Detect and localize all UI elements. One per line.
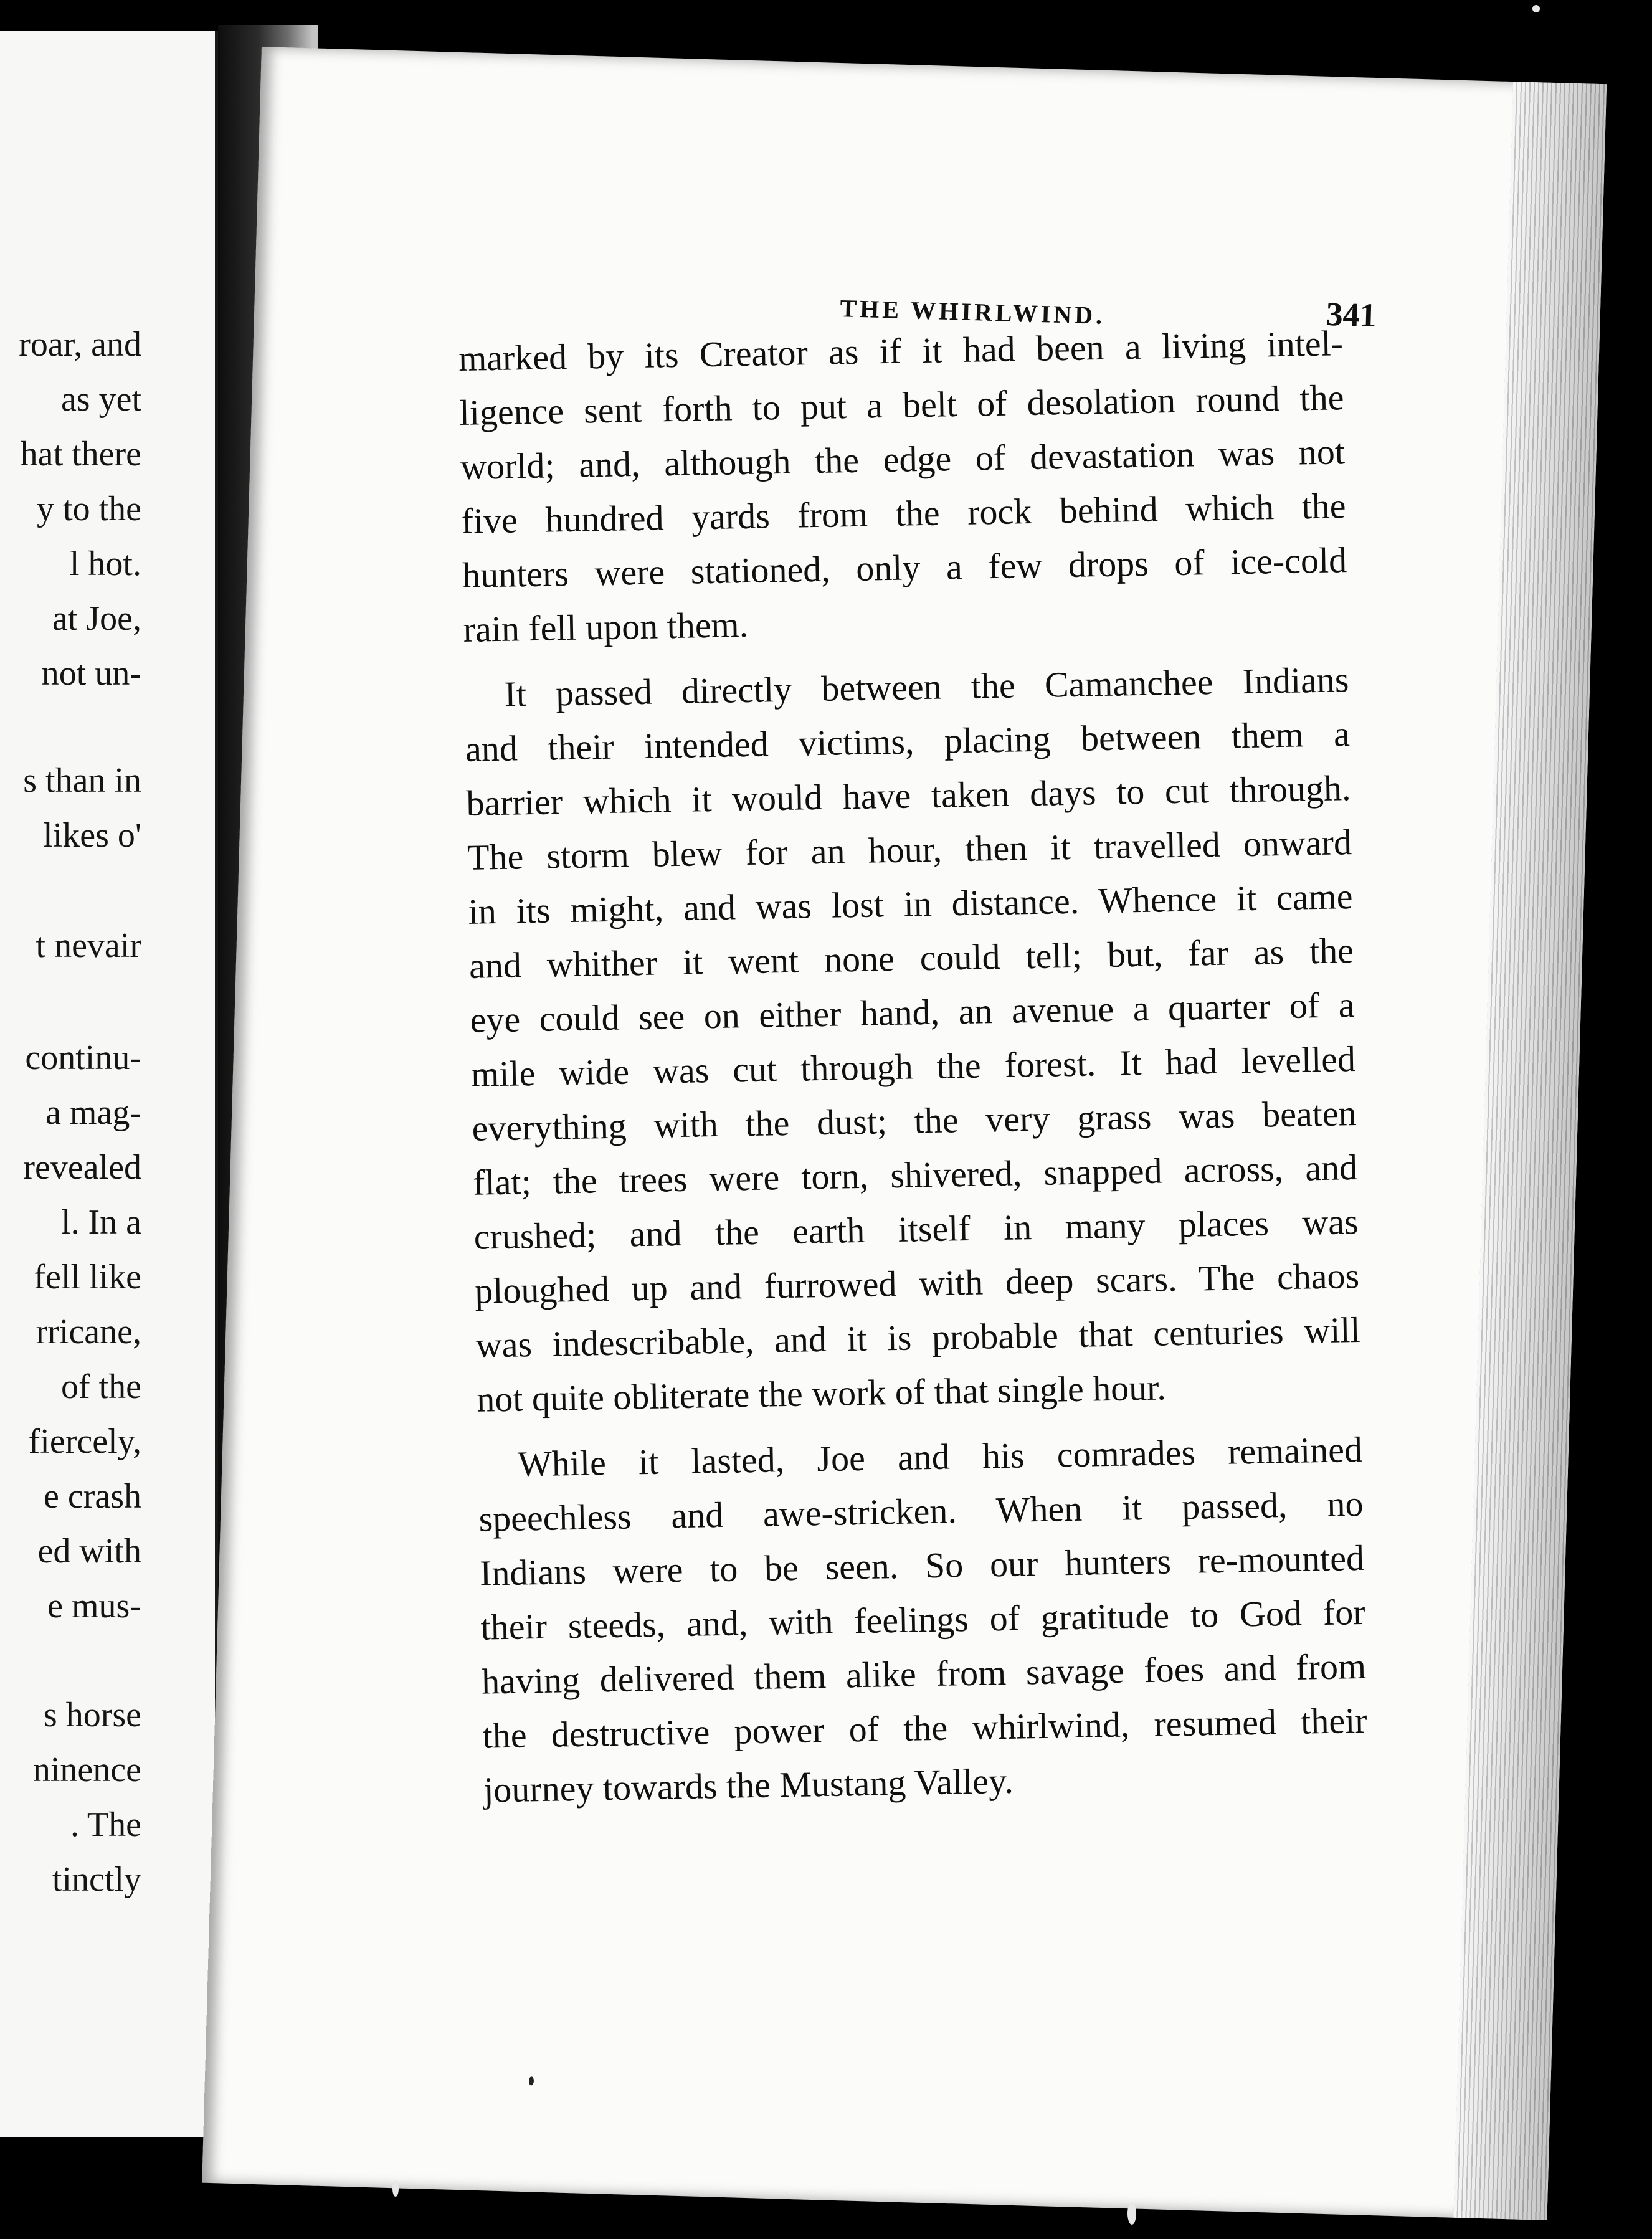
text-line: the destructive power of the whirlwind, resumed their	[482, 1699, 1368, 1756]
text-line: and whither it went none could tell; but, far as the	[468, 930, 1354, 986]
text-line: ploughed up and furrowed with deep scars. The chaos	[474, 1255, 1360, 1311]
text-line: having delivered them alike from savage foes and from	[481, 1645, 1367, 1702]
text-line: journey towards the Mustang Valley.	[483, 1760, 1014, 1810]
previous-page-line: hat there	[20, 435, 141, 473]
text-line: flat; the trees were torn, shivered, snapped across, and	[472, 1146, 1358, 1203]
text-line: eye could see on either hand, an avenue a quarter of a	[470, 984, 1355, 1040]
text-line: The storm blew for an hour, then it travelled onward	[467, 822, 1352, 878]
previous-page-line: at Joe,	[52, 599, 141, 638]
previous-page-line: a mag-	[45, 1093, 141, 1132]
previous-page-line: ninence	[32, 1751, 141, 1789]
scan-speck	[1532, 5, 1540, 12]
text-line: It passed directly between the Camanchee Indians	[503, 659, 1349, 715]
previous-page-line: e crash	[43, 1477, 141, 1516]
text-line: mile wide was cut through the forest. It had levelled	[470, 1039, 1356, 1095]
previous-page-line: fiercely,	[28, 1422, 141, 1461]
page-edges	[1453, 82, 1607, 2220]
scan-speck	[1127, 2202, 1136, 2225]
previous-page-line: fell like	[34, 1258, 141, 1296]
previous-page-line: . The	[70, 1805, 141, 1844]
previous-page-line: continu-	[25, 1039, 141, 1077]
previous-page-line: y to the	[37, 490, 141, 528]
previous-page-line: s horse	[43, 1696, 141, 1734]
current-page	[202, 47, 1607, 2220]
paragraph	[464, 652, 1362, 1427]
previous-page-line: not un-	[41, 654, 141, 693]
previous-page-line: as yet	[60, 380, 141, 419]
running-head: THE WHIRLWIND.	[840, 294, 1106, 330]
page-number: 341	[1325, 295, 1377, 335]
paragraph	[458, 316, 1348, 657]
text-line: in its might, and was lost in distance. Whence it came	[468, 876, 1353, 932]
previous-page-line: s than in	[23, 761, 141, 800]
text-line: world; and, although the edge of devastation was not	[460, 431, 1346, 487]
previous-page-line: e mus-	[47, 1587, 141, 1625]
text-line: their steeds, and, with feelings of gratitude to God for	[480, 1591, 1366, 1648]
previous-page-line: rricane,	[36, 1313, 141, 1351]
text-line: and their intended victims, placing between them a	[465, 713, 1351, 769]
ink-mark	[529, 2076, 534, 2085]
text-line: crushed; and the earth itself in many places was	[473, 1200, 1359, 1257]
previous-page-line: of the	[60, 1367, 141, 1406]
previous-page-line: roar, and	[19, 325, 141, 364]
text-line: speechless and awe-stricken. When it passed, no	[478, 1483, 1364, 1539]
previous-page-line: likes o'	[43, 816, 141, 855]
text-line: everything with the dust; the very grass was beaten	[472, 1093, 1357, 1149]
text-line: Indians were to be seen. So our hunters re-mounted	[479, 1537, 1365, 1594]
text-line: hunters were stationed, only a few drops of ice-cold	[462, 540, 1347, 596]
text-line: was indescribable, and it is probable that centuries will	[475, 1309, 1361, 1366]
text-line: marked by its Creator as if it had been a living intel-	[458, 323, 1344, 379]
text-line: barrier which it would have taken days to cut through.	[466, 768, 1351, 824]
paragraph	[477, 1422, 1368, 1817]
body-text	[458, 316, 1368, 1817]
previous-page	[0, 31, 220, 2137]
text-line: five hundred yards from the rock behind which the	[461, 485, 1347, 541]
text-line: ligence sent forth to put a belt of desolation round the	[459, 377, 1344, 433]
previous-page-line: l hot.	[69, 544, 141, 583]
previous-page-line: ed with	[37, 1532, 141, 1571]
text-line: not quite obliterate the work of that single hour.	[476, 1367, 1167, 1420]
previous-page-line: t nevair	[36, 926, 141, 965]
text-line: rain fell upon them.	[463, 604, 749, 650]
previous-page-line: tinctly	[52, 1860, 141, 1899]
previous-page-line: revealed	[23, 1148, 141, 1187]
text-line: While it lasted, Joe and his comrades remained	[517, 1428, 1363, 1485]
scan-speck	[392, 2180, 399, 2197]
previous-page-line: l. In a	[60, 1203, 141, 1242]
